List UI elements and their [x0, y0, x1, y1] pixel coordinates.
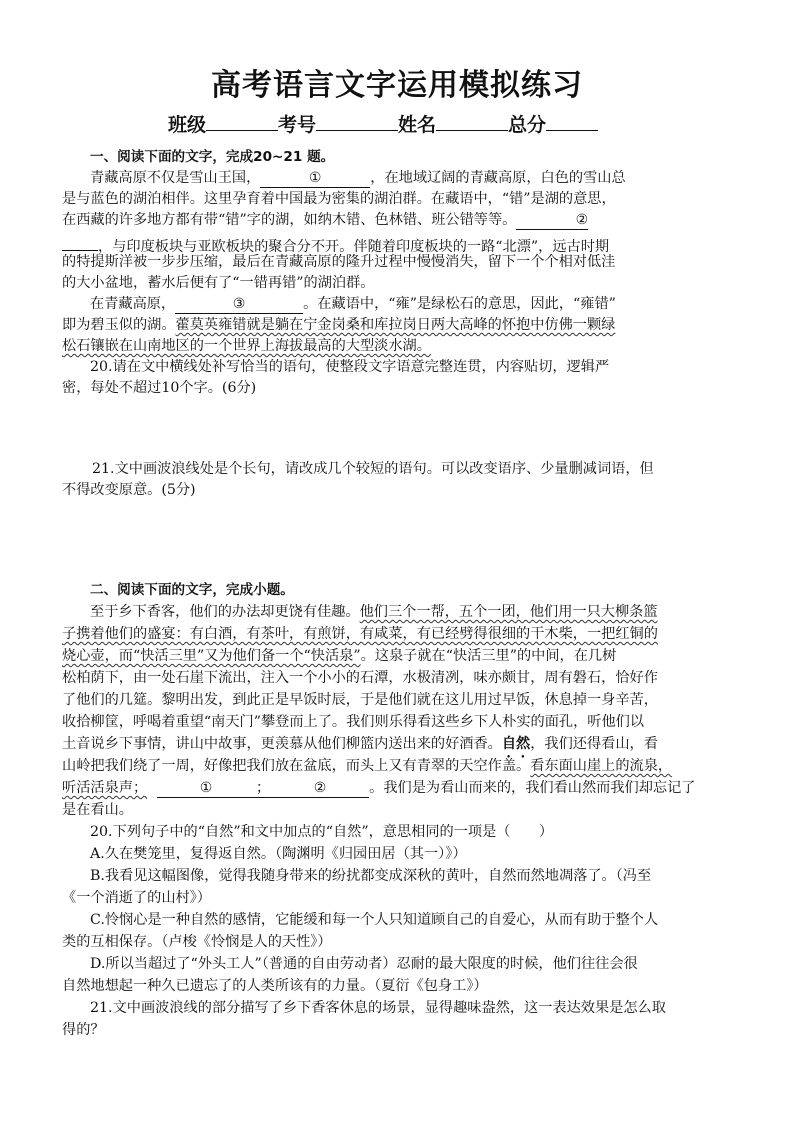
- page-title: 高考语言文字运用模拟练习: [211, 68, 583, 103]
- question-21-text: 21.文中画波浪线处是个长句，请改成几个较短的语句。可以改变语序、少量删减词语，但: [92, 461, 654, 477]
- text-run: 山岭把我们绕了一周，好像把我们放在盆底，而头上又有青翠的天空作盖。: [62, 758, 531, 774]
- section1-line: [62, 315, 615, 335]
- blank-2: ②: [271, 778, 369, 798]
- question-21-text: 不得改变原意。(5分): [62, 482, 196, 498]
- section2-line: [62, 646, 616, 666]
- section2-line: [90, 602, 658, 622]
- section2-line: [62, 624, 658, 644]
- text-run: 。在藏语中，“雍”是绿松石的意思，因此，“雍错”: [303, 296, 616, 312]
- section1-line: [62, 210, 588, 230]
- text-run: 。这泉子就在“快活三里”的中间，在几树: [360, 648, 617, 664]
- section2-heading: 二、阅读下面的文字，完成小题。: [90, 582, 294, 598]
- section1-line: [90, 168, 626, 188]
- wavy-underlined-text: 藿莫英雍错就是躺在宁金岗桑和库拉岗日两大高峰的怀抱中仿佛一颗绿: [175, 317, 616, 333]
- option-b: B.我看见这幅图像，觉得我随身带来的纷扰都变成深秋的黄叶，自然而然地凋落了。（冯至: [90, 868, 652, 884]
- option-a: A.久在樊笼里，复得返自然。（陶渊明《归园田居（其一）》）: [90, 846, 467, 862]
- text-run: 在西藏的许多地方都有带“错”字的湖，如纳木错、色林错、班公错等等。: [62, 212, 517, 228]
- text-run: 土音说乡下事情，讲山中故事，更羡慕从他们柳篮内送出来的好酒香。: [62, 736, 502, 752]
- wavy-underlined-text: 听活活泉声；: [62, 780, 148, 796]
- text-run: 青藏高原不仅是雪山王国，: [90, 170, 261, 186]
- text-run: ，在地域辽阔的青藏高原，白色的雪山总: [370, 170, 626, 186]
- blank-2: ②: [516, 210, 588, 230]
- question-20-text: 20.下列句子中的“自然”和文中加点的“自然”，意思相同的一项是（ ）: [90, 824, 554, 840]
- section2-line: 松柏荫下，由一处石崖下流出，注入一个小小的石潭，水极清冽，味亦颇甘，周有磐石，恰好作: [62, 670, 658, 686]
- blank-2-cont: [62, 231, 98, 251]
- blank-1: ①: [260, 168, 370, 188]
- text-run: 。我们是为看山而来的，我们看山然而我们却忘记了: [369, 780, 696, 796]
- section1-line: 的特提斯洋被一步步压缩，最后在青藏高原的隆升过程中慢慢消失，留下一个个相对低洼: [62, 254, 616, 270]
- option-b: 《一个消逝了的山村》）: [62, 890, 211, 906]
- blank-1: ①: [157, 778, 255, 798]
- option-d: D.所以当超过了“外头工人”（普通的自由劳动者）忍耐的最大限度的时候，他们往往会很: [90, 956, 638, 972]
- score-blank[interactable]: [546, 112, 598, 131]
- wavy-underlined-text: 烧心壶，而“快活三里”又为他们备一个“快活泉”: [62, 648, 361, 664]
- text-run: ，我们还得看山，看: [530, 736, 658, 752]
- text-run: 在青藏高原，: [90, 296, 176, 312]
- question-20-text: 20.请在文中横线处补写恰当的语句，使整段文字语意完整连贯，内容贴切，逻辑严: [90, 359, 610, 375]
- option-d: 自然地想起一种久已遗忘了的人类所该有的力量。（夏衍《包身工》）: [62, 978, 488, 994]
- class-label: 班级: [168, 114, 207, 136]
- text-run: 至于乡下香客，他们的办法却更饶有佳趣。: [90, 604, 360, 620]
- dotted-emphasis-text: 自然: [501, 736, 531, 752]
- wavy-underlined-text: 看东面山崖上的流泉，: [530, 758, 673, 774]
- section2-line: 是在看山。: [62, 802, 133, 818]
- name-label: 姓名: [398, 114, 437, 136]
- option-c: 类的互相保存。（卢梭《怜悯是人的天性》）: [62, 934, 332, 950]
- semicolon: ；: [256, 780, 271, 796]
- question-21-text: 21.文中画波浪线的部分描写了乡下香客休息的场景，显得趣味盎然，这一表达效果是怎么取: [90, 1000, 666, 1016]
- name-blank[interactable]: [436, 112, 508, 131]
- wavy-underlined-text: 他们三个一帮，五个一团，他们用一只大柳条篮: [359, 604, 658, 620]
- section2-line: 收拾柳筐，呼喝着重望“南天门”攀登而上了。我们则乐得看这些乡下人朴实的面孔，听他们以: [62, 714, 645, 730]
- exam-no-label: 考号: [278, 114, 317, 136]
- text-run: ，与印度板块与亚欧板块的聚合分不开。伴随着印度板块的一路“北漂”，远古时期: [98, 239, 610, 255]
- wavy-underlined-text: 子携着他们的盛宴：有白酒，有茶叶，有煎饼，有咸菜，有已经劈得很细的干木柴，一把红铜的: [62, 626, 658, 642]
- blank-3: ③: [175, 294, 303, 314]
- student-info-row: [168, 110, 598, 137]
- question-21-text: 得的？: [62, 1022, 105, 1038]
- option-c: C.怜悯心是一种自然的感情，它能缓和每一个人只知道顾自己的自爱心，从而有助于整个人: [90, 912, 659, 928]
- text-run: 即为碧玉似的湖。: [62, 317, 176, 333]
- section2-line: 了他们的几筵。黎明出发，到此正是早饭时辰，于是他们就在这儿用过早饭，休息掉一身辛苦，: [62, 692, 658, 708]
- section1-line: 的大小盆地，蓄水后便有了“一错再错”的湖泊群。: [62, 275, 375, 291]
- section1-heading: 一、阅读下面的文字，完成20~21 题。: [90, 149, 335, 165]
- wavy-underlined-text: 松石镶嵌在山南地区的一个世界上海拔最高的大型淡水湖。: [62, 338, 431, 354]
- question-20-text: 密，每处不超过10个字。(6分): [62, 380, 257, 396]
- exam-no-blank[interactable]: [316, 112, 398, 131]
- section2-line: [62, 778, 695, 798]
- score-label: 总分: [508, 114, 547, 136]
- class-blank[interactable]: [206, 112, 278, 131]
- section1-line: [90, 294, 616, 314]
- section1-line: 是与蓝色的湖泊相伴。这里孕育着中国最为密集的湖泊群。在藏语中，“错”是湖的意思，: [62, 191, 616, 207]
- section2-line: [62, 756, 672, 776]
- section1-line: [62, 336, 431, 356]
